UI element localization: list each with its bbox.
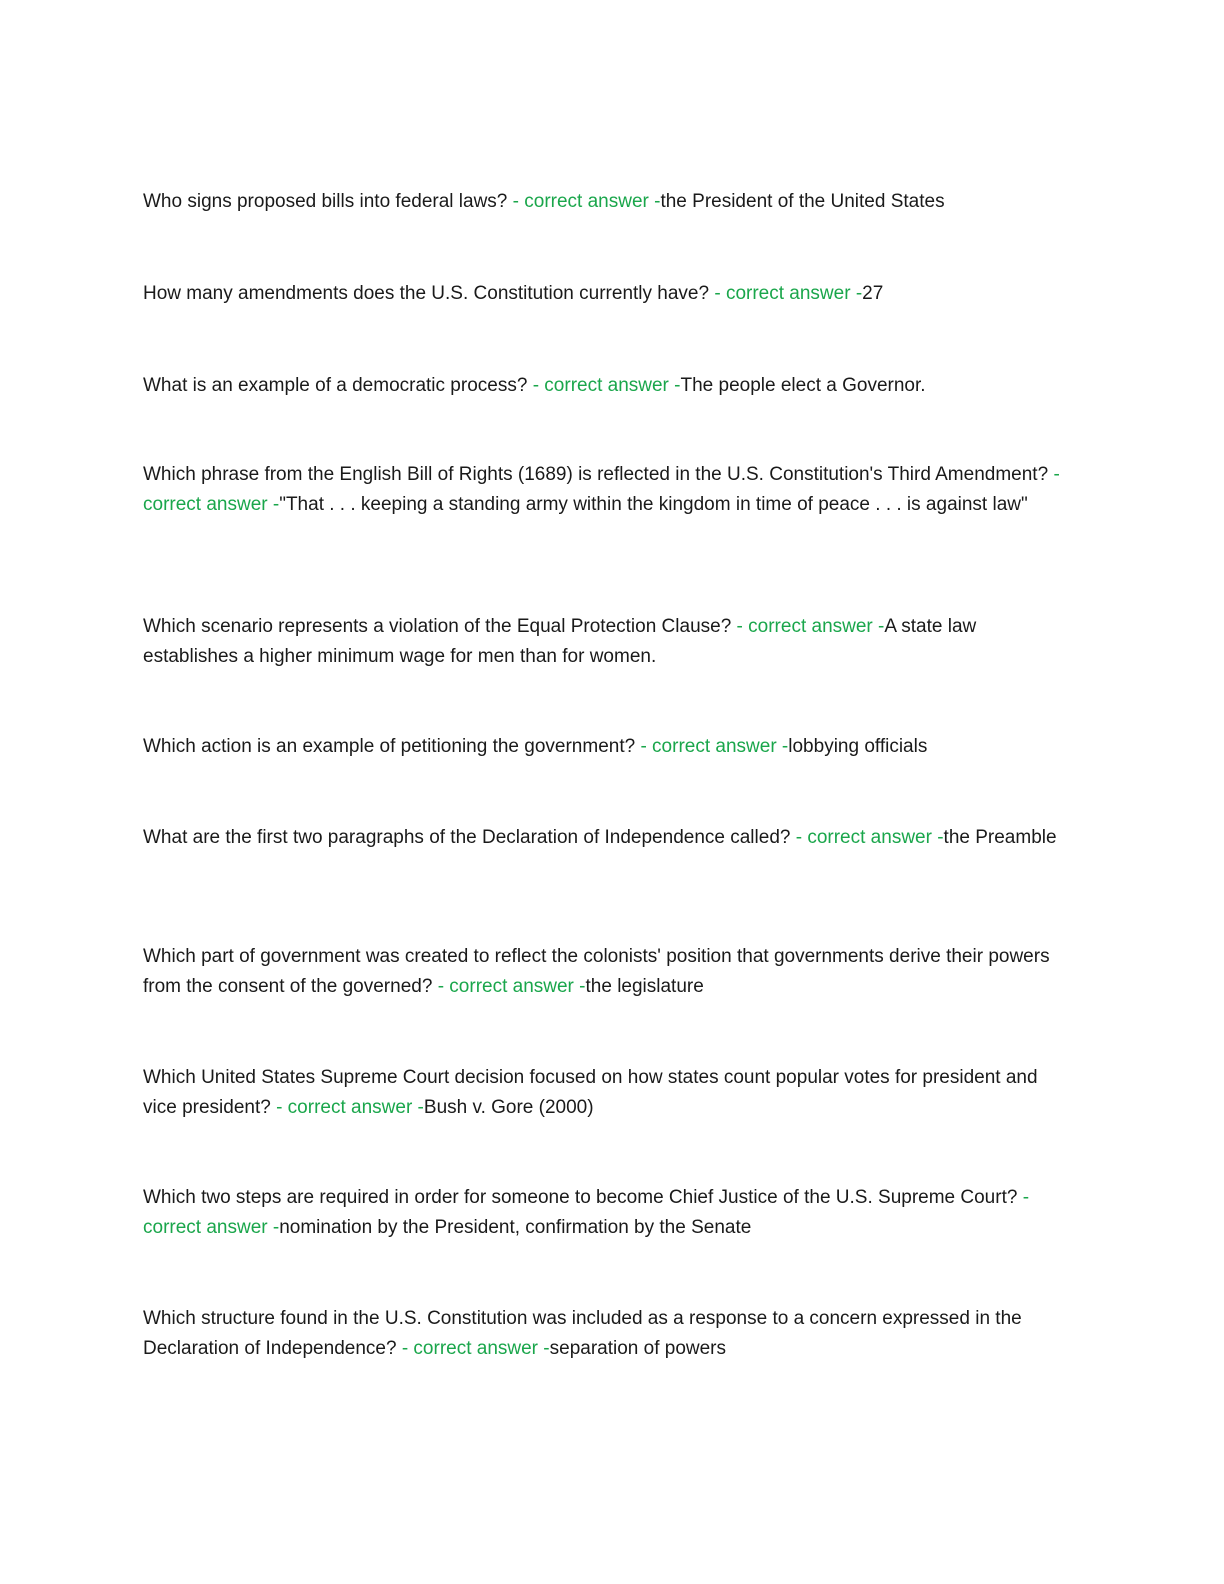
correct-answer-separator: - correct answer - [532, 375, 681, 396]
correct-answer-separator: - correct answer - [143, 1187, 1030, 1238]
question-text: Which part of government was created to reflect the colonists' position that governments derive their powers from the consent of the governed? [143, 946, 1050, 997]
question-text: Which action is an example of petitioning the government? [143, 736, 641, 757]
correct-answer-separator: - correct answer - [512, 191, 661, 212]
question-text: Which two steps are required in order for someone to become Chief Justice of the U.S. Supreme Court? [143, 1187, 1023, 1208]
answer-text: Bush v. Gore (2000) [423, 1097, 594, 1118]
qa-item [143, 732, 1073, 762]
correct-answer-separator: - correct answer - [276, 1097, 424, 1118]
correct-answer-separator: - correct answer - [640, 736, 789, 757]
qa-item [143, 1304, 1073, 1364]
answer-text: the President of the United States [660, 191, 945, 212]
answer-text: nomination by the President, confirmation by the Senate [279, 1217, 752, 1238]
question-text: Who signs proposed bills into federal laws? [143, 191, 513, 212]
correct-answer-separator: - correct answer - [437, 976, 586, 997]
qa-item [143, 187, 1073, 217]
qa-item [143, 612, 1073, 672]
answer-text: the Preamble [943, 827, 1057, 848]
qa-item [143, 371, 1073, 401]
correct-answer-separator: - correct answer - [795, 827, 944, 848]
question-text: Which United States Supreme Court decision focused on how states count popular votes for president and vice president? [143, 1067, 1038, 1118]
qa-item [143, 279, 1073, 309]
question-text: Which scenario represents a violation of the Equal Protection Clause? [143, 616, 737, 637]
correct-answer-separator: - correct answer - [401, 1338, 550, 1359]
answer-text: The people elect a Governor. [680, 375, 926, 396]
qa-item [143, 1063, 1073, 1123]
correct-answer-separator: - correct answer - [143, 464, 1060, 515]
question-text: What are the first two paragraphs of the Declaration of Independence called? [143, 827, 796, 848]
answer-text: lobbying officials [788, 736, 928, 757]
question-text: What is an example of a democratic process? [143, 375, 533, 396]
answer-text: "That . . . keeping a standing army within the kingdom in time of peace . . . is against law" [279, 494, 1028, 515]
question-text: How many amendments does the U.S. Constitution currently have? [143, 283, 715, 304]
answer-text: separation of powers [549, 1338, 727, 1359]
answer-text: A state law establishes a higher minimum wage for men than for women. [143, 616, 977, 667]
question-text: Which phrase from the English Bill of Rights (1689) is reflected in the U.S. Constitution's Third Amendment? [143, 464, 1054, 485]
qa-item [143, 1183, 1073, 1243]
qa-item [143, 942, 1073, 1002]
answer-text: the legislature [585, 976, 704, 997]
qa-item [143, 460, 1073, 520]
correct-answer-separator: - correct answer - [736, 616, 885, 637]
answer-text: 27 [862, 283, 884, 304]
qa-item [143, 823, 1073, 853]
correct-answer-separator: - correct answer - [714, 283, 863, 304]
question-text: Which structure found in the U.S. Constitution was included as a response to a concern expressed in the Declaration of Independence? [143, 1308, 1022, 1359]
